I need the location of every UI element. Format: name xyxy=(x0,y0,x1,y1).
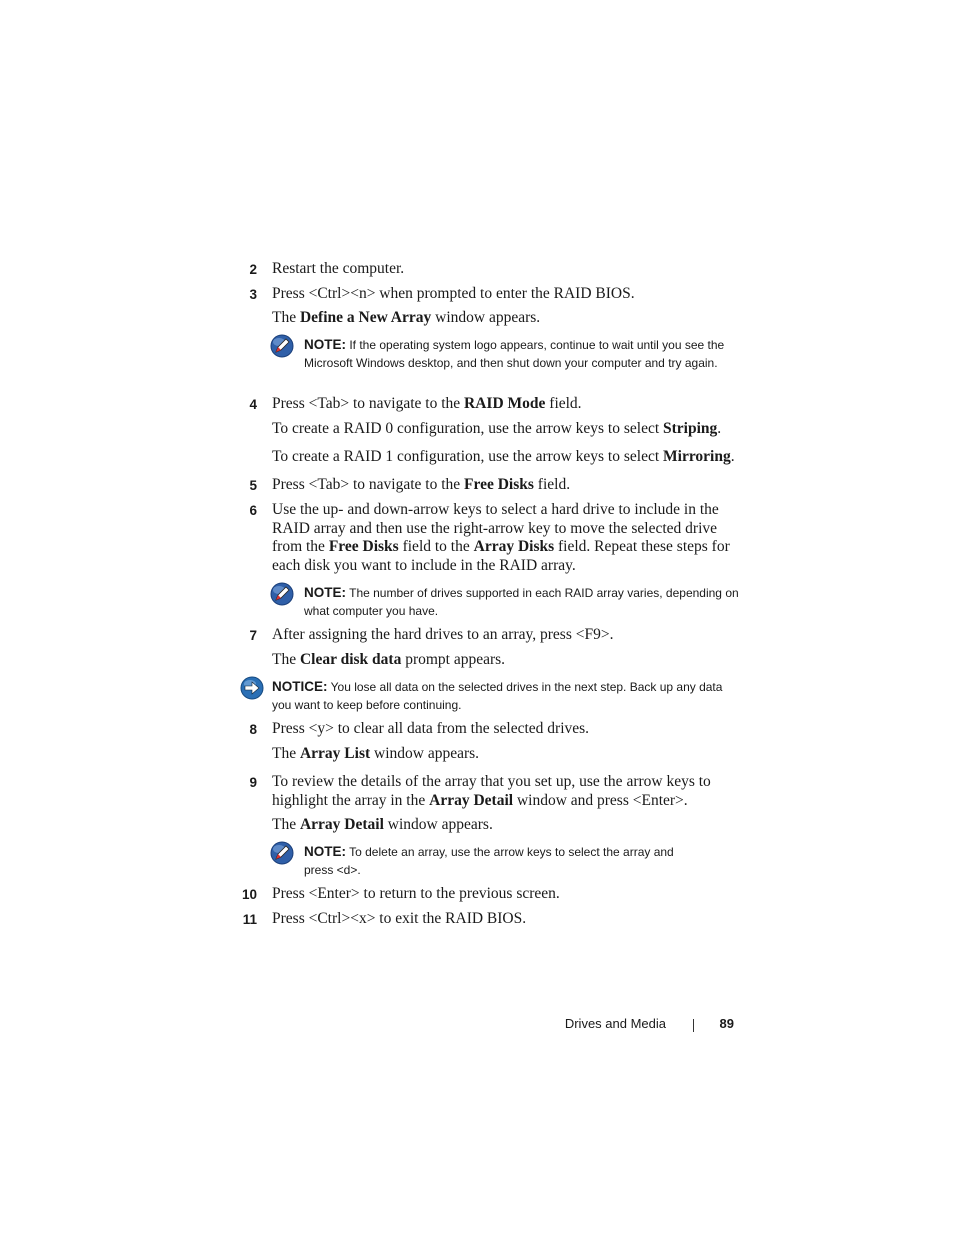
step-text xyxy=(272,476,737,495)
text-run: The xyxy=(272,745,300,762)
text-run: The xyxy=(272,651,300,668)
step-text xyxy=(272,285,737,304)
step-number: 7 xyxy=(249,628,257,643)
text-run: each disk you want to include in the RAID array. xyxy=(272,556,576,574)
text-run: field. Repeat these steps for xyxy=(554,538,730,555)
text-run: window appears. xyxy=(383,816,493,833)
ui-term: Clear disk data xyxy=(299,651,402,668)
ui-term: Array Detail xyxy=(299,816,384,833)
text-run: window appears. xyxy=(431,309,541,326)
note-body: To delete an array, use the arrow keys to select the array and press <d>. xyxy=(304,845,674,877)
page-footer xyxy=(0,1016,954,1036)
step-text xyxy=(272,448,737,467)
footer-divider xyxy=(693,1019,694,1032)
note-text xyxy=(304,584,740,620)
ui-term: Mirroring xyxy=(663,448,731,465)
text-run: window appears. xyxy=(370,745,480,762)
note-text xyxy=(304,843,704,879)
ui-term: Array List xyxy=(299,745,371,762)
step-text xyxy=(272,501,737,575)
step-number: 5 xyxy=(249,478,257,493)
text-run: Press <y> to clear all data from the selected drives. xyxy=(272,720,590,737)
text-run: The xyxy=(272,816,300,833)
step-text xyxy=(272,910,737,929)
note-label: NOTE: xyxy=(304,337,346,352)
step-number: 3 xyxy=(249,287,257,302)
text-run: prompt appears. xyxy=(401,651,506,668)
text-run: Press <Tab> to navigate to the xyxy=(272,395,465,412)
step-number: 11 xyxy=(242,912,257,927)
page-number: 89 xyxy=(719,1016,734,1031)
text-run: After assigning the hard drives to an array, press <F9>. xyxy=(272,626,614,643)
step-text xyxy=(272,395,737,414)
text-run: Press <Enter> to return to the previous screen. xyxy=(272,885,560,902)
note-text xyxy=(304,336,740,372)
text-run: To create a RAID 1 configuration, use the arrow keys to select xyxy=(272,448,664,465)
text-run: RAID array and then use the right-arrow key to move the selected drive xyxy=(272,519,718,537)
text-run: Use the up- and down-arrow keys to select a hard drive to include in the xyxy=(272,501,719,518)
pencil-note-icon xyxy=(270,334,294,358)
step-text xyxy=(272,420,737,439)
text-run: field to the xyxy=(398,538,474,555)
text-run: Restart the computer. xyxy=(272,260,405,277)
step-text xyxy=(272,626,737,645)
ui-term: Free Disks xyxy=(328,538,399,555)
ui-term: Array Disks xyxy=(473,538,555,555)
text-run: window and press <Enter>. xyxy=(513,791,688,809)
text-run: To create a RAID 0 configuration, use the arrow keys to select xyxy=(272,420,664,437)
notice-arrow-icon xyxy=(240,676,264,700)
note-body: If the operating system logo appears, continue to wait until you see the Microsoft Windows desktop, and then shut down your computer and try again. xyxy=(304,338,725,370)
text-run: Press <Ctrl><n> when prompted to enter the RAID BIOS. xyxy=(272,285,635,302)
step-text xyxy=(272,745,737,764)
step-number: 4 xyxy=(249,397,257,412)
step-number: 9 xyxy=(249,775,257,790)
step-text xyxy=(272,773,737,810)
note-body: The number of drives supported in each RAID array varies, depending on what computer you have. xyxy=(304,586,739,618)
text-run: Press <Ctrl><x> to exit the RAID BIOS. xyxy=(272,910,527,927)
step-text xyxy=(272,720,737,739)
text-run: To review the details of the array that you set up, use the arrow keys to xyxy=(272,773,711,790)
text-run: . xyxy=(730,448,735,465)
text-run: . xyxy=(717,420,722,437)
ui-term: Array Detail xyxy=(429,791,514,809)
step-number: 10 xyxy=(241,887,257,902)
pencil-note-icon xyxy=(270,582,294,606)
ui-term: Striping xyxy=(663,420,718,437)
text-run: field. xyxy=(545,395,582,412)
text-run: Press <Tab> to navigate to the xyxy=(272,476,465,493)
note-label: NOTE: xyxy=(304,844,346,859)
step-number: 6 xyxy=(249,503,257,518)
note-label: NOTE: xyxy=(304,585,346,600)
step-text xyxy=(272,885,737,904)
text-run: highlight the array in the xyxy=(272,791,430,809)
notice-text xyxy=(272,678,740,714)
text-run: The xyxy=(272,309,300,326)
ui-term: Free Disks xyxy=(464,476,534,493)
step-text xyxy=(272,651,737,670)
pencil-note-icon xyxy=(270,841,294,865)
step-number: 8 xyxy=(249,722,257,737)
notice-label: NOTICE: xyxy=(272,679,328,694)
step-text xyxy=(272,816,737,835)
step-text xyxy=(272,309,737,328)
step-text xyxy=(272,260,737,279)
ui-term: RAID Mode xyxy=(464,395,546,412)
ui-term: Define a New Array xyxy=(299,309,432,326)
text-run: field. xyxy=(533,476,571,493)
footer-section-title: Drives and Media xyxy=(564,1016,666,1031)
text-run: from the xyxy=(272,538,329,555)
step-number: 2 xyxy=(249,262,257,277)
notice-body: You lose all data on the selected drives in the next step. Back up any data you want to keep before continuing. xyxy=(272,680,723,712)
